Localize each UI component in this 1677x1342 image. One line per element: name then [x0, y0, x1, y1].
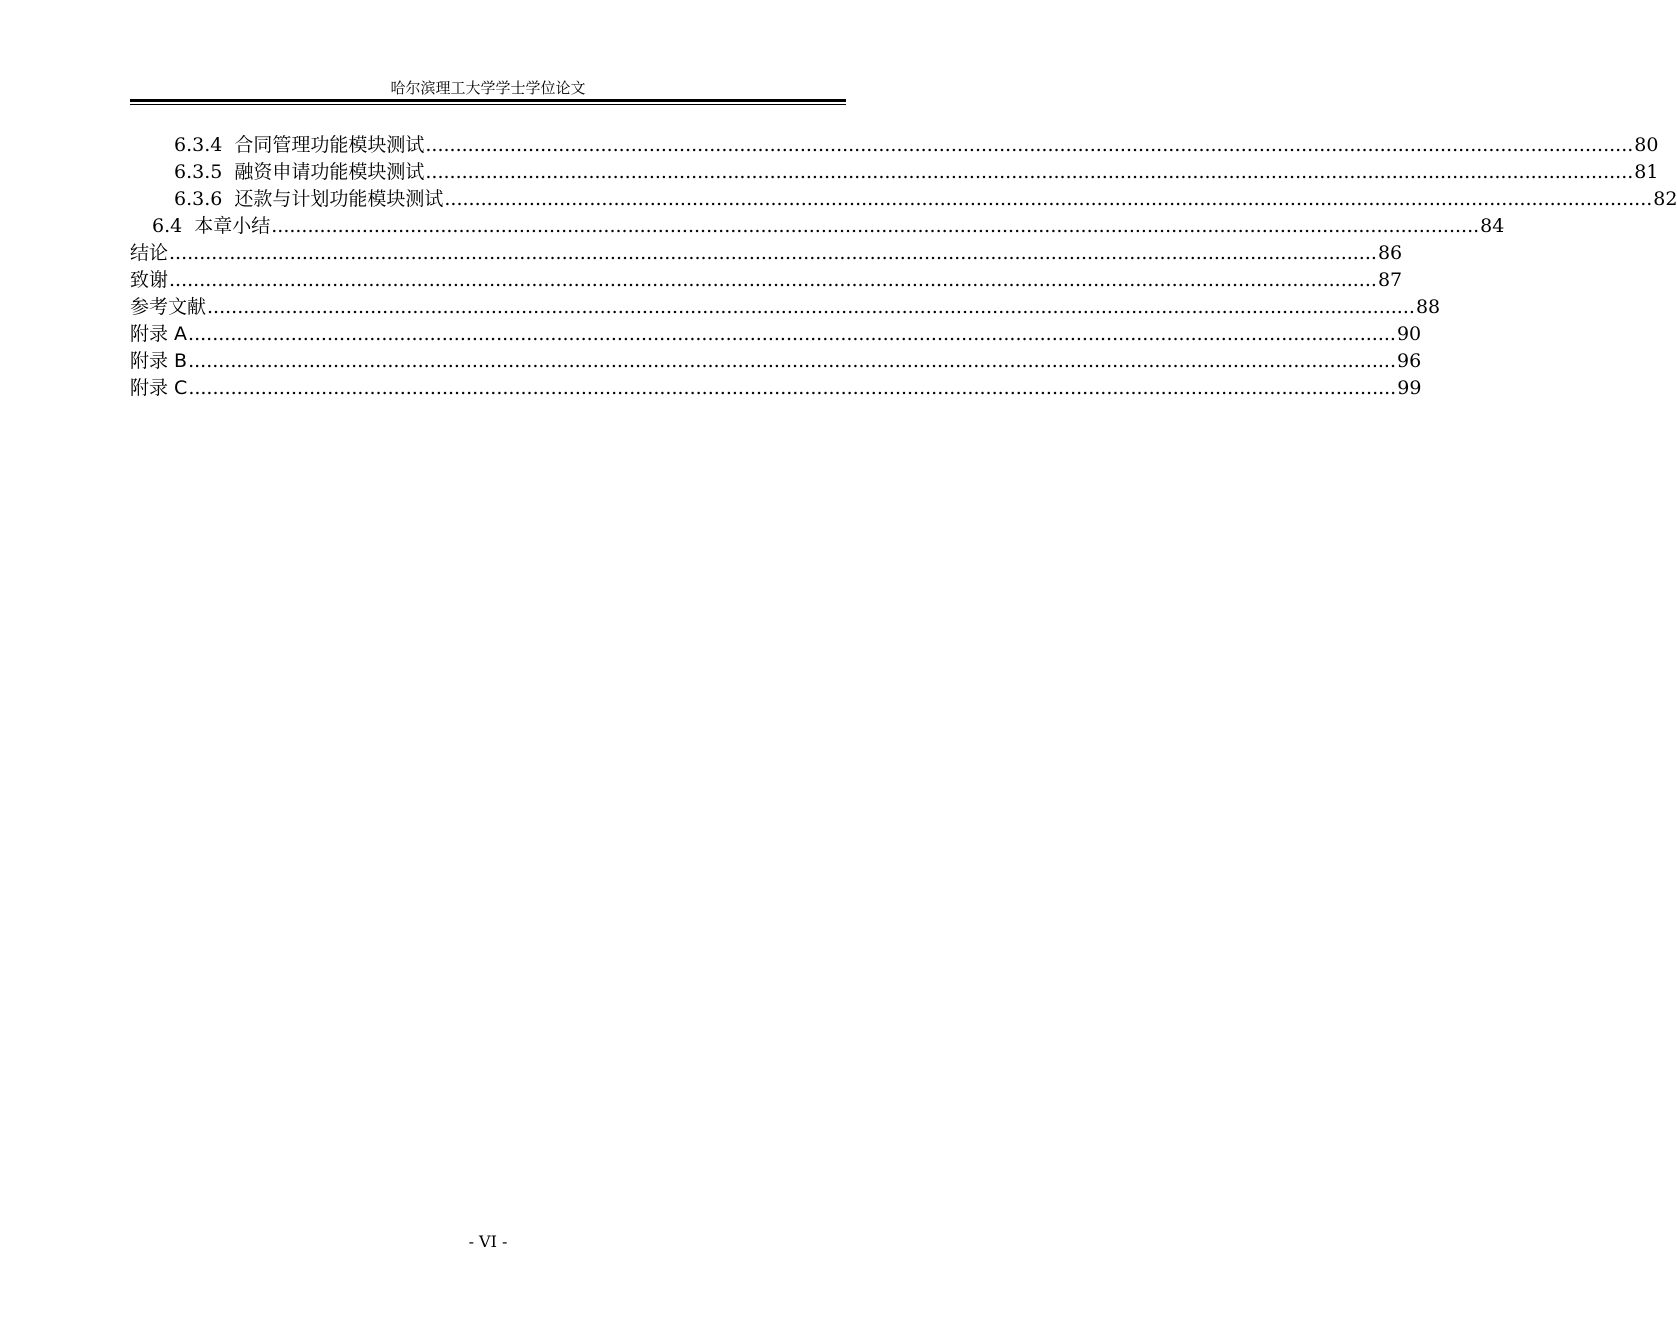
header-rule-thin	[130, 104, 846, 105]
toc-entry-title: 融资申请功能模块测试	[234, 161, 425, 183]
toc-entry-page: 81	[1634, 161, 1659, 183]
toc-entry-page: 96	[1397, 350, 1422, 372]
toc-entry[interactable]	[130, 294, 1441, 321]
toc-leader-dots: ........................................................................................................................................................................................................	[169, 269, 1377, 291]
toc-leader-dots: ........................................................................................................................................................................................................	[425, 134, 1634, 156]
toc-entry-page: 80	[1634, 134, 1659, 156]
page-number: - VI -	[468, 1232, 508, 1251]
table-of-contents	[130, 132, 1677, 402]
toc-entry-page: 88	[1415, 296, 1441, 318]
toc-entry-number: 6.3.5	[174, 161, 223, 183]
toc-entry-title: 致谢	[130, 269, 169, 291]
toc-entry-number: 6.4	[152, 215, 183, 237]
toc-entry-number: 6.3.6	[174, 188, 223, 210]
toc-entry-page: 86	[1377, 242, 1403, 264]
toc-entry-title: 合同管理功能模块测试	[234, 134, 425, 156]
toc-entry-title: 还款与计划功能模块测试	[234, 188, 444, 210]
toc-entry-page: 99	[1397, 377, 1422, 399]
running-header: 哈尔滨理工大学学士学位论文	[390, 79, 586, 97]
toc-entry-title: 参考文献	[130, 296, 207, 318]
toc-entry-page: 84	[1480, 215, 1505, 237]
toc-entry[interactable]	[130, 159, 1659, 186]
toc-entry-title: 附录 A	[130, 323, 188, 345]
toc-entry-title: 附录 B	[130, 350, 188, 372]
toc-entry-title: 结论	[130, 242, 169, 264]
toc-leader-dots: ........................................................................................................................................................................................................	[188, 377, 1397, 399]
toc-entry-title: 本章小结	[194, 215, 271, 237]
toc-entry[interactable]	[130, 375, 1422, 402]
toc-entry-page: 82	[1653, 188, 1677, 210]
toc-entry[interactable]	[130, 321, 1422, 348]
toc-entry-page: 87	[1377, 269, 1403, 291]
toc-entry-title: 附录 C	[130, 377, 188, 399]
toc-entry[interactable]	[130, 186, 1677, 213]
toc-leader-dots: ........................................................................................................................................................................................................	[169, 242, 1377, 264]
header-rule-thick	[130, 99, 846, 102]
toc-entry[interactable]	[130, 132, 1659, 159]
toc-entry-page: 90	[1396, 323, 1422, 345]
toc-leader-dots: ........................................................................................................................................................................................................	[444, 188, 1653, 210]
toc-leader-dots: ........................................................................................................................................................................................................	[188, 323, 1396, 345]
toc-entry[interactable]	[130, 240, 1403, 267]
toc-leader-dots: ........................................................................................................................................................................................................	[271, 215, 1480, 237]
toc-leader-dots: ........................................................................................................................................................................................................	[188, 350, 1396, 372]
toc-leader-dots: ........................................................................................................................................................................................................	[207, 296, 1415, 318]
toc-entry[interactable]	[130, 267, 1403, 294]
toc-entry[interactable]	[130, 348, 1422, 375]
toc-entry[interactable]	[130, 213, 1505, 240]
toc-leader-dots: ........................................................................................................................................................................................................	[425, 161, 1634, 183]
toc-entry-number: 6.3.4	[174, 134, 223, 156]
